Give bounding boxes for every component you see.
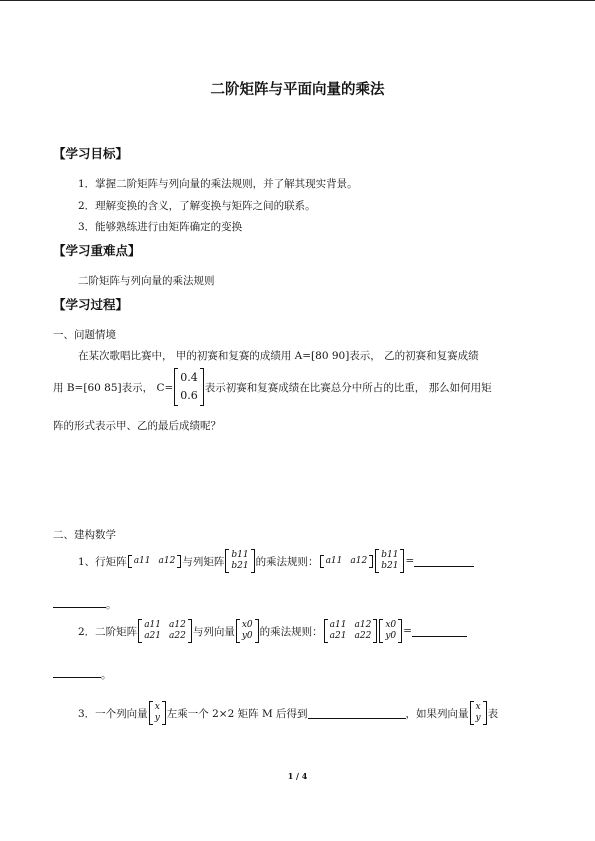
matrix-cell: b11 — [231, 550, 249, 560]
item-3-text-a: 3．一个列向量 — [78, 707, 148, 720]
answer-blank-1[interactable] — [414, 556, 474, 567]
problem-line-1: 在某次歌唱比赛中， 甲的初赛和复赛的成绩用 A=[80 90]表示， 乙的初赛和复赛成绩 — [78, 350, 479, 362]
key-heading: 【学习重难点】 — [53, 243, 141, 258]
matrix-cell: a12 — [354, 620, 372, 630]
part1-heading: 一、问题情境 — [53, 329, 116, 341]
matrix-cell: a11 — [325, 555, 343, 566]
matrix-cell: a22 — [169, 631, 186, 641]
goal-item-2: 2．理解变换的含义，了解变换与矩阵之间的联系。 — [78, 200, 316, 212]
page-title: 二阶矩阵与平面向量的乘法 — [210, 82, 385, 98]
matrix-cell: a12 — [169, 620, 186, 630]
item-2-text-a: 2．二阶矩阵 — [78, 625, 138, 638]
problem-line-2-end: 表示初赛和复赛成绩在比赛总分中所占的比重， 那么如何用矩 — [204, 381, 492, 394]
matrix-cell: b21 — [231, 561, 249, 571]
item-1-text-a: 1、行矩阵 — [78, 555, 127, 568]
header-rule — [0, 0, 595, 1]
vector-xy — [149, 701, 166, 725]
matrix-cell: a22 — [354, 631, 372, 641]
matrix-cell: y0 — [385, 631, 397, 641]
row-matrix-a-product — [320, 555, 374, 568]
problem-line-2-start: 用 B=[60 85]表示， C= — [53, 381, 174, 394]
vector-xy-2 — [470, 701, 487, 725]
item-2-row — [78, 619, 467, 643]
vector-x0-product — [379, 619, 402, 643]
item-1-continuation — [53, 597, 117, 612]
matrix-cell: y — [154, 713, 160, 723]
vector-x0 — [236, 619, 259, 643]
matrix-c — [174, 368, 204, 406]
answer-blank-1b[interactable] — [53, 597, 106, 608]
matrix-cell: y — [475, 713, 481, 723]
matrix-cell: a12 — [350, 555, 368, 566]
item-2-text-b: 与列向量 — [192, 625, 235, 638]
matrix-cell: a21 — [144, 631, 162, 641]
item-3-text-b: 左乘一个 2×2 矩阵 M 后得到 — [166, 707, 308, 720]
key-text: 二阶矩阵与列向量的乘法规则 — [78, 275, 215, 287]
problem-line-2 — [53, 368, 492, 406]
period: 。 — [106, 599, 117, 611]
matrix-cell: x — [154, 702, 160, 712]
item-2-text-c: 的乘法规则： — [259, 625, 323, 638]
matrix-cell: a21 — [329, 631, 347, 641]
col-matrix-b-product — [375, 549, 404, 573]
item-1-equals: = — [405, 555, 415, 567]
matrix-cell: y0 — [241, 631, 253, 641]
answer-blank-2b[interactable] — [53, 667, 101, 678]
answer-blank-3[interactable] — [308, 708, 406, 719]
item-2-equals: = — [403, 625, 412, 637]
matrix-cell: a12 — [158, 555, 176, 566]
item-3-row — [78, 701, 498, 725]
col-matrix-b — [225, 549, 254, 573]
matrix-c-cell: 0.4 — [180, 371, 198, 384]
period: 。 — [101, 669, 112, 681]
page-number: 1 / 4 — [287, 771, 308, 781]
matrix-a-2x2-product — [324, 619, 378, 643]
item-1-text-b: 与列矩阵 — [182, 555, 225, 568]
matrix-cell: b21 — [381, 561, 399, 571]
item-2-continuation — [53, 667, 112, 682]
matrix-cell: x0 — [385, 620, 397, 630]
matrix-a-2x2 — [138, 619, 192, 643]
matrix-cell: x0 — [241, 620, 253, 630]
matrix-cell: b11 — [381, 550, 399, 560]
matrix-cell: a11 — [144, 620, 162, 630]
goal-item-3: 3．能够熟练进行由矩阵确定的变换 — [78, 221, 243, 233]
matrix-c-cell: 0.6 — [180, 389, 198, 402]
matrix-cell: a11 — [329, 620, 347, 630]
matrix-cell: a11 — [133, 555, 151, 566]
item-3-text-d: 表 — [487, 707, 499, 720]
goals-heading: 【学习目标】 — [53, 146, 129, 161]
matrix-cell: x — [475, 702, 481, 712]
answer-blank-2[interactable] — [412, 626, 467, 637]
goal-item-1: 1．掌握二阶矩阵与列向量的乘法规则，并了解其现实背景。 — [78, 178, 358, 190]
item-3-text-c: ，如果列向量 — [405, 707, 469, 720]
item-1-text-c: 的乘法规则： — [255, 555, 319, 568]
part2-heading: 二、建构数学 — [53, 529, 116, 541]
problem-line-3: 阵的形式表示甲、乙的最后成绩呢？ — [53, 420, 221, 432]
item-1-row — [78, 549, 474, 573]
process-heading: 【学习过程】 — [53, 297, 129, 312]
row-matrix-a — [128, 555, 182, 568]
